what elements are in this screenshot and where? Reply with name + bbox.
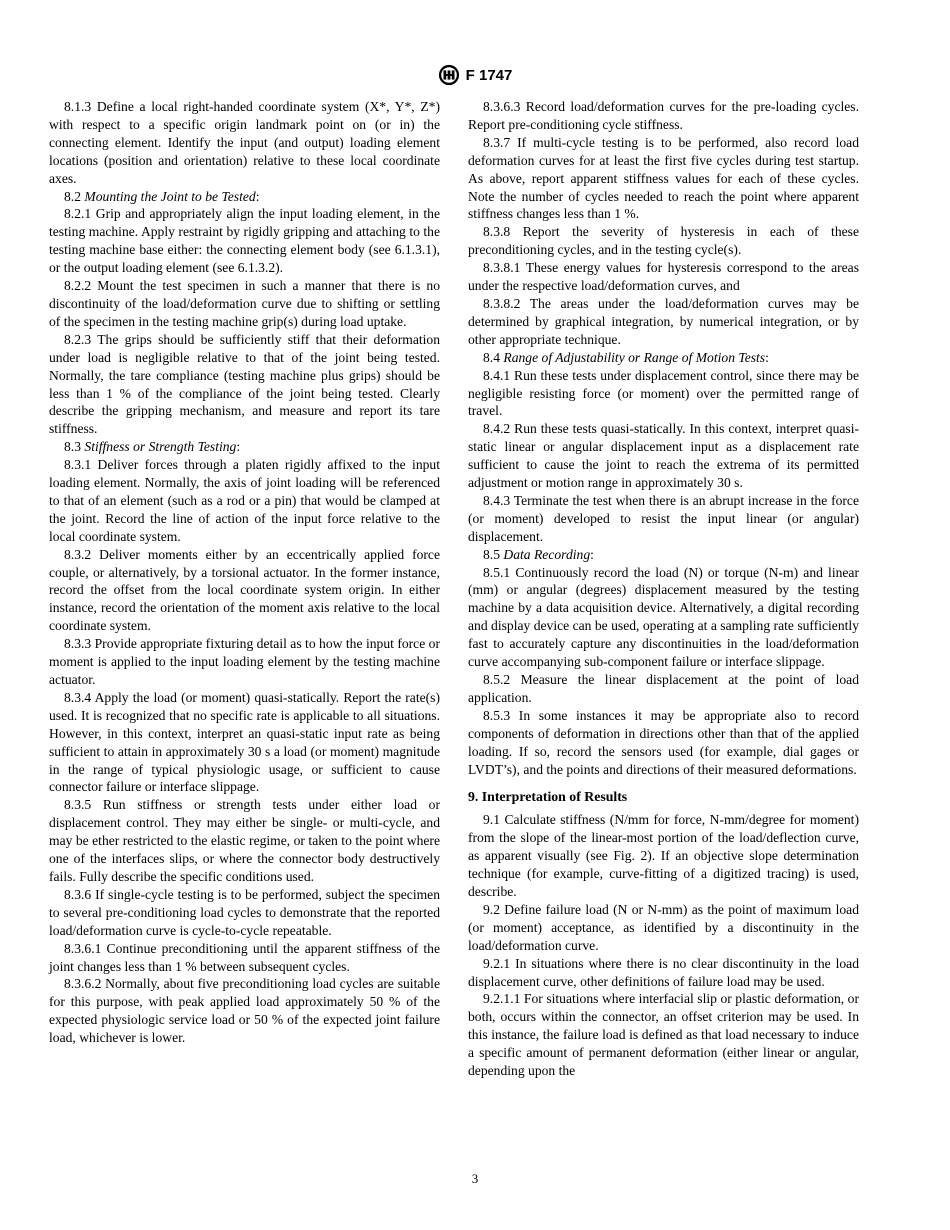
- para-8-3-3: 8.3.3 Provide appropriate fixturing detail as to how the input force or moment is applied to the input loading element by the testing machine actuator.: [49, 636, 440, 687]
- heading-colon: :: [236, 439, 241, 455]
- left-column: [49, 98, 440, 1047]
- para-8-2-1: 8.2.1 Grip and appropriately align the input loading element, in the testing machine. Apply restraint by rigidly gripping and attaching to the testing machine base either: the connecting element body (see 6.1.3.1), or the output loading element (see 6.1.3.2).: [49, 206, 440, 276]
- para-8-5-3: 8.5.3 In some instances it may be appropriate also to record components of deformation in directions other than that of the applied loading. If so, record the sensors used (for example, dial gages or LVDT’s), and the points and directions of their measured deformations.: [468, 707, 859, 777]
- para-8-4-1: 8.4.1 Run these tests under displacement control, since there may be negligible resisting force (or moment) over the permitted range of travel.: [468, 367, 859, 419]
- heading-number: 8.3: [64, 439, 81, 455]
- para-8-4-3: 8.4.3 Terminate the test when there is an abrupt increase in the force (or moment) developed to resist the input linear (or angular) displacement.: [468, 492, 859, 544]
- heading-8-4: [468, 349, 859, 367]
- para-8-3-1: 8.3.1 Deliver forces through a platen rigidly affixed to the input loading element. Normally, the axis of joint loading will be referenced to that of an element (such as a rod or a pin) that would be clamped at the joint. Record the line of action of the input force relative to the local coordinate system.: [49, 457, 440, 544]
- page-header: [0, 63, 950, 87]
- para-8-3-6-3: 8.3.6.3 Record load/deformation curves for the pre-loading cycles. Report pre-conditioning cycle stiffness.: [468, 99, 859, 132]
- heading-8-2: [49, 188, 440, 206]
- para-9-1: 9.1 Calculate stiffness (N/mm for force, N-mm/degree for moment) from the slope of the linear-most portion of the load/deflection curve, as apparent visually (see Fig. 2). If an objective slope determination technique (for example, curve-fitting of a digitized tracing) is used, describe.: [468, 812, 859, 899]
- standard-id: F 1747: [465, 66, 513, 84]
- heading-title: Data Recording: [503, 546, 591, 562]
- para-8-3-8-1: 8.3.8.1 These energy values for hysteresis correspond to the areas under the respective load/deformation curves, and: [468, 260, 859, 294]
- heading-8-3: [49, 438, 440, 456]
- para-8-5-2: 8.5.2 Measure the linear displacement at the point of load application.: [468, 672, 859, 705]
- para-8-3-6-1: 8.3.6.1 Continue preconditioning until the apparent stiffness of the joint changes less than 1 % between subsequent cycles.: [49, 940, 440, 974]
- heading-colon: :: [765, 349, 769, 365]
- page-number: 3: [471, 1171, 479, 1186]
- heading-title: Range of Adjustability or Range of Motion Tests: [503, 349, 766, 365]
- para-9-2-1: 9.2.1 In situations where there is no clear discontinuity in the load displacement curve, other definitions of failure load may be used.: [468, 955, 859, 989]
- para-8-3-4: 8.3.4 Apply the load (or moment) quasi-statically. Report the rate(s) used. It is recognized that no specific rate is applicable to all situations. However, in this context, interpret an quasi-static input rate as being sufficient to attain in approximately 30 s a load (or moment) magnitude in the range of typical physiologic usage, or sufficient to cause connector failure or interface slippage.: [49, 689, 440, 795]
- heading-colon: :: [590, 546, 594, 562]
- para-8-2-2: 8.2.2 Mount the test specimen in such a manner that there is no discontinuity of the load/deformation curve due to shifting or settling of the specimen in the testing machine grip(s) during load uptake.: [49, 278, 440, 329]
- heading-title: Stiffness or Strength Testing: [84, 439, 237, 455]
- section-9-heading: 9. Interpretation of Results: [468, 789, 628, 805]
- para-8-3-2: 8.3.2 Deliver moments either by an eccentrically applied force couple, or alternatively, by a torsional actuator. In the former instance, record the offset from the local coordinate system origin. In either instance, record the orientation of the moment axis relative to the local coordinate system.: [49, 546, 440, 634]
- para-8-2-3: 8.2.3 The grips should be sufficiently stiff that their deformation under load is negligible relative to that of the joint being tested. Normally, the tare compliance (testing machine plus grips) should be less than 1 % of the compliance of the joint being tested. Clearly describe the gripping mechanism, and measure and report its tare stiffness.: [49, 331, 440, 437]
- heading-number: 8.2: [64, 188, 81, 204]
- para-8-3-6: 8.3.6 If single-cycle testing is to be performed, subject the specimen to several pre-conditioning load cycles to demonstrate that the reported load/deformation curve is cycle-to-cycle repeatable.: [49, 886, 440, 938]
- heading-colon: :: [255, 188, 260, 204]
- para-8-5-1: 8.5.1 Continuously record the load (N) or torque (N-m) and linear (mm) or angular (degrees) displacement measured by the testing machine by a data acquisition device. Alternatively, a digital recording and display device can be used, operating at a sampling rate sufficiently fast to accurately capture any discontinuities in the load/deformation curve accompanying sub-component failure or interface slippage.: [468, 564, 859, 670]
- para-8-4-2: 8.4.2 Run these tests quasi-statically. In this context, interpret quasi-static linear or angular displacement input as a displacement rate sufficient to cause the joint to reach the extrema of its permitted adjustment or motion range in approximately 30 s.: [468, 421, 859, 491]
- para-8-1-3: 8.1.3 Define a local right-handed coordinate system (X*, Y*, Z*) with respect to a specific origin landmark point on (or in) the connecting element. Identify the input (and output) loading element locations (position and orientation) relative to these local coordinate axes.: [49, 99, 440, 186]
- para-8-3-5: 8.3.5 Run stiffness or strength tests under either load or displacement control. They may either be single- or multi-cycle, and may be ether restricted to the elastic regime, or taken to the point where one of the interfaces slips, or where the connector body destructively fails. Fully describe the specific conditions used.: [49, 797, 440, 884]
- heading-title: Mounting the Joint to be Tested: [84, 188, 256, 204]
- para-8-3-8: 8.3.8 Report the severity of hysteresis in each of these preconditioning cycles, and in the testing cycle(s).: [468, 224, 859, 258]
- para-9-2-1-1: 9.2.1.1 For situations where interfacial slip or plastic deformation, or both, occurs within the connector, an offset criterion may be used. In this instance, the failure load is defined as that load necessary to induce a specific amount of permanent deformation (either linear or angular, depending upon the: [468, 991, 859, 1079]
- para-8-3-8-2: 8.3.8.2 The areas under the load/deformation curves may be determined by graphical integration, by numerical integration, or by other appropriate technique.: [468, 295, 859, 347]
- para-8-3-7: 8.3.7 If multi-cycle testing is to be performed, also record load deformation curves for at least the first five cycles during test startup. As above, report apparent stiffness values for each of these cycles. Note the number of cycles needed to reach the point where apparent stiffness changes less than 1 %.: [468, 134, 859, 222]
- para-8-3-6-2: 8.3.6.2 Normally, about five preconditioning load cycles are suitable for this purpose, with peak applied load approximately 50 % of the expected physiologic service load or 50 % of the expected joint failure load, whichever is lower.: [49, 976, 440, 1046]
- right-column: [468, 98, 859, 1080]
- para-9-2: 9.2 Define failure load (N or N-mm) as the point of maximum load (or moment) acceptance, as identified by a discontinuity in the load/deformation curve.: [468, 901, 859, 953]
- heading-8-5: [468, 546, 859, 564]
- astm-logo-icon: [438, 64, 460, 86]
- heading-number: 8.4: [483, 349, 500, 365]
- heading-number: 8.5: [483, 546, 500, 562]
